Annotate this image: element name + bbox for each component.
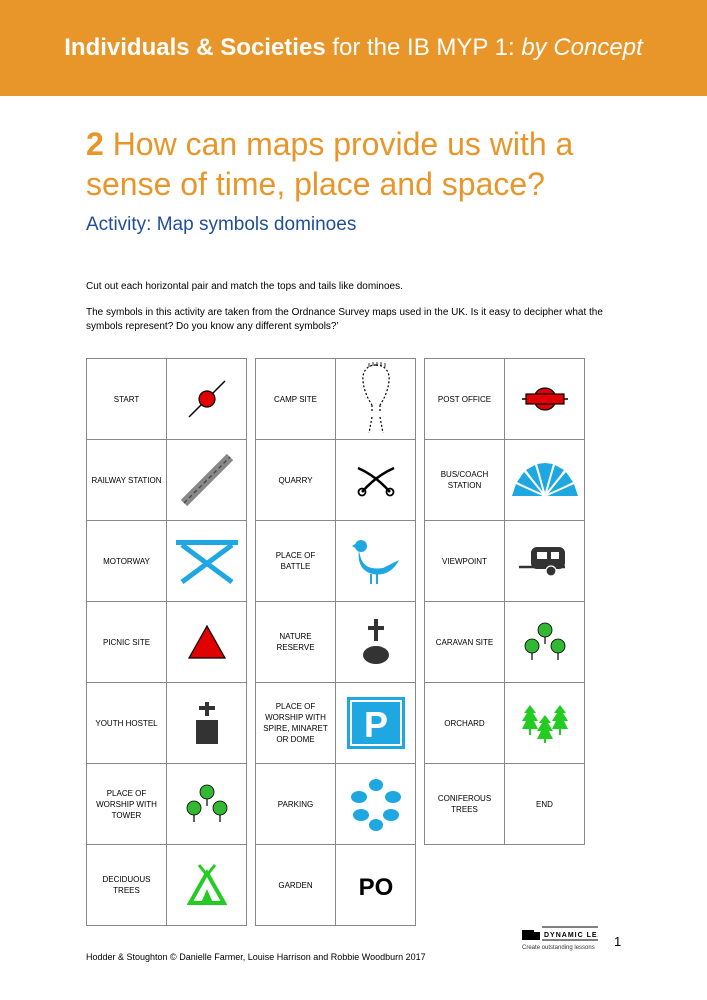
chapter-title bbox=[86, 124, 646, 204]
domino-label: START bbox=[87, 359, 167, 440]
post-office-letters: PO bbox=[358, 874, 393, 901]
end-label: END bbox=[505, 764, 585, 845]
orchard-icon bbox=[505, 602, 585, 683]
bus-station-icon bbox=[505, 440, 585, 521]
instruction-1: Cut out each horizontal pair and match the tops and tails like dominoes. bbox=[86, 281, 403, 292]
domino-label: CONIFEROUS TREES bbox=[425, 764, 505, 845]
post-office-icon bbox=[336, 845, 416, 926]
camp-site-icon bbox=[167, 845, 247, 926]
domino-column-2 bbox=[255, 358, 416, 926]
header-title-bold: Individuals & Societies bbox=[64, 34, 326, 61]
domino-label: CARAVAN SITE bbox=[425, 602, 505, 683]
picnic-site-icon bbox=[167, 521, 247, 602]
coniferous-trees-icon bbox=[505, 683, 585, 764]
deciduous-trees-icon bbox=[167, 764, 247, 845]
place-of-worship-tower-icon bbox=[167, 683, 247, 764]
railway-station-icon bbox=[167, 359, 247, 440]
chapter-question: How can maps provide us with a sense of time, place and space? bbox=[86, 126, 574, 202]
domino-label: PICNIC SITE bbox=[87, 602, 167, 683]
header-banner bbox=[0, 0, 707, 96]
dynamic-learning-logo bbox=[522, 926, 598, 956]
caravan-site-icon bbox=[505, 521, 585, 602]
domino-label: DECIDUOUS TREES bbox=[87, 845, 167, 926]
parking-icon bbox=[336, 683, 416, 764]
domino-label: QUARRY bbox=[256, 440, 336, 521]
logo-brand: DYNAMIC LE bbox=[544, 932, 598, 939]
page-number: 1 bbox=[614, 934, 622, 949]
header-title-italic: by Concept bbox=[521, 34, 643, 61]
domino-label: RAILWAY STATION bbox=[87, 440, 167, 521]
domino-column-1 bbox=[86, 358, 247, 926]
battle-icon bbox=[336, 440, 416, 521]
header-title-mid: for the IB MYP 1: bbox=[325, 34, 522, 61]
domino-label: NATURE RESERVE bbox=[256, 602, 336, 683]
domino-label: PLACE OF WORSHIP WITH SPIRE, MINARET OR DOME bbox=[256, 683, 336, 764]
place-of-worship-spire-icon bbox=[336, 602, 416, 683]
motorway-icon bbox=[167, 440, 247, 521]
chapter-number: 2 bbox=[86, 126, 104, 162]
youth-hostel-icon bbox=[505, 359, 585, 440]
domino-label: CAMP SITE bbox=[256, 359, 336, 440]
domino-label: POST OFFICE bbox=[425, 359, 505, 440]
nature-reserve-icon bbox=[336, 521, 416, 602]
domino-label: PARKING bbox=[256, 764, 336, 845]
garden-icon bbox=[336, 764, 416, 845]
header-title bbox=[64, 34, 642, 62]
viewpoint-icon bbox=[167, 602, 247, 683]
domino-label: ORCHARD bbox=[425, 683, 505, 764]
domino-label: YOUTH HOSTEL bbox=[87, 683, 167, 764]
logo-tagline: Create outstanding lessons bbox=[522, 945, 595, 951]
parking-letter: P bbox=[363, 704, 388, 745]
activity-title: Activity: Map symbols dominoes bbox=[86, 214, 357, 235]
instruction-2: The symbols in this activity are taken from the Ordnance Survey maps used in the UK. Is it easy to decipher what the symbols represent? Do you know any different symbols?’ bbox=[86, 307, 603, 332]
domino-label: GARDEN bbox=[256, 845, 336, 926]
domino-label: MOTORWAY bbox=[87, 521, 167, 602]
domino-label: BUS/COACH STATION bbox=[425, 440, 505, 521]
quarry-icon bbox=[336, 359, 416, 440]
footer-copyright: Hodder & Stoughton © Danielle Farmer, Louise Harrison and Robbie Woodburn 2017 bbox=[86, 952, 426, 962]
domino-label: PLACE OF BATTLE bbox=[256, 521, 336, 602]
domino-label: VIEWPOINT bbox=[425, 521, 505, 602]
domino-column-3 bbox=[424, 358, 585, 845]
domino-label: PLACE OF WORSHIP WITH TOWER bbox=[87, 764, 167, 845]
